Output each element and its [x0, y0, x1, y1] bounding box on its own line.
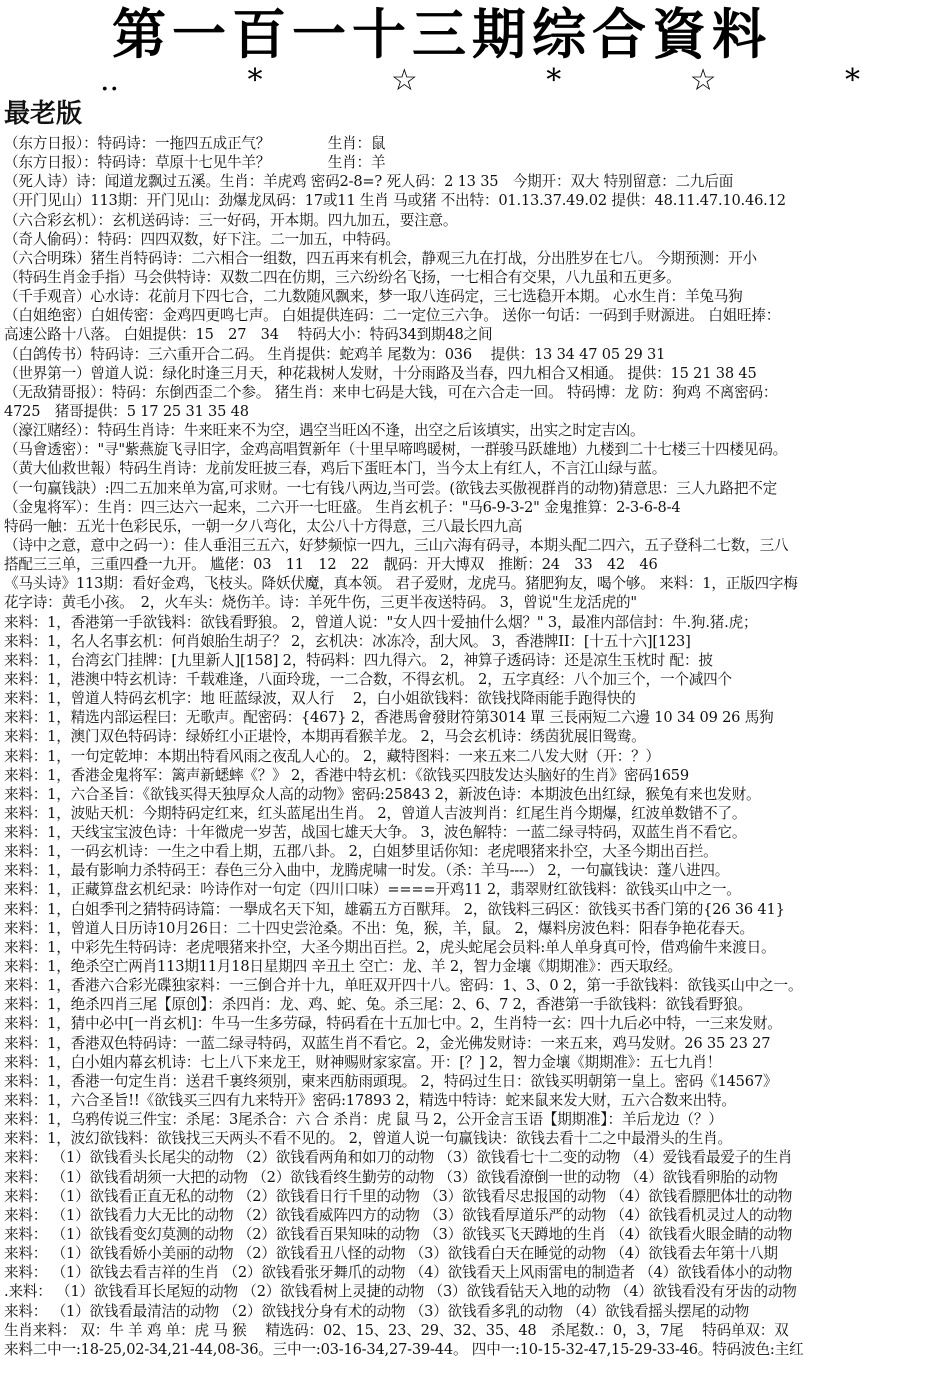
text-line: （白鸽传书）特码诗：三六重开合二码。 生肖提供：蛇鸡羊 尾数为：036 提供：13 34 47 05 29 31 — [4, 345, 666, 363]
asterisk-icon: * — [845, 63, 860, 98]
text-line: 4725 猪哥提供：5 17 25 31 35 48 — [4, 402, 249, 420]
text-line: 来料：1，白姐季刊之猜特码诗篇：一擧成名天下知，雄霸五方百獸拜。 2，欲钱料三码区：欲钱买书香门第的{26 36 41} — [4, 900, 785, 918]
text-line: 来料二中一:18-25,02-34,21-44,08-36。三中一:03-16-34,27-39-44。 四中一:10-15-32-47,15-29-33-46。特码波色:主红 — [4, 1340, 804, 1358]
text-line: 来料：1，曾道人日历诗10月26日：二十四史尝沧桑。不出：兔，猴，羊，鼠。 2，爆料房波色料：阳春争艳花春天。 — [4, 919, 754, 937]
text-line: 来料：1，正藏算盘玄机纪录：吟诗作对一句定（四川口味）====开鸡11 2，翡翠财红欲钱料：欲钱买山中之一。 — [4, 881, 741, 899]
text-line: （诗中之意，意中之码一）：佳人垂泪三五六，好梦频惊一四九，三山六海有码寻，本期头配二四六，五子登科二七数，三八 — [4, 536, 789, 554]
page-title: 第一百一十三期综合資料 — [112, 2, 772, 66]
text-line: 《马头诗》113期：看好金鸡，飞枝头。降妖伏魔，真本领。 君子爱财，龙虎马。猪肥狗友，喝个够。 来料：1，正版四字梅 — [4, 575, 798, 593]
text-line: 搭配三三单，三重四叠一九开。 尴佬：03 11 12 22 靓码：开大博双 推断：24 33 42 46 — [4, 556, 658, 574]
text-line: 来料：1，最有影响力杀特码王：春色三分入曲中，龙腾虎啸一时发。（杀：羊马----） 2，一句赢钱诀：蓬八进四。 — [4, 862, 730, 880]
asterisk-icon: * — [546, 63, 562, 98]
text-line: （特码生肖金手指）马会供特诗：双数二四在仿期，三六纷纷名飞扬，一七相合有交果，八九虽和五更多。 — [4, 268, 681, 286]
text-line: 来料：1，香港一句定生肖：送君千裏终须别，柬来西舫雨頭現。 2，特码过生日：欲钱买明朝第一皇上。密码《14567》 — [4, 1072, 778, 1090]
text-line: （东方日报）：特码诗：一拖四五成正气？ 生肖：鼠 — [4, 135, 386, 152]
text-line: 来料：1，白小姐内幕玄机诗：七上八下来龙王，财神赐财家家富。开：[？] 2，智力金壤《期期准》：五七九肖！ — [4, 1053, 722, 1071]
text-line: （白姐绝密）白姐传密：金鸡四更鸣七声。 白姐提供连码：二一定位三六争。 送你一句话：一码到手财源进。 白姐旺捧： — [4, 307, 781, 325]
text-line: 来料：1，六合圣旨：《欲钱买得天独厚众人高的动物》密码:25843 2，新波色诗：本期波色出红绿，猴兔有来也发财。 — [4, 785, 761, 803]
text-line: 来料： （1）欲钱去看吉祥的生肖 （2）欲钱看张牙舞爪的动物 （4）欲钱看天上风雨雷电的制造者 （4）欲钱看体小的动物 — [4, 1264, 793, 1282]
text-line: （黄大仙救世報）特码生肖诗：龙前发旺披三春，鸡后下蛋旺本门，当今太上有红人，不言江山绿与蓝。 — [4, 460, 667, 478]
text-line: 来料：1，香港六合彩光碟独家料：一三倒合并十九，单旺双开四十八。密码：1、3、0 2，第一手欲钱料：欲钱买山中之一。 — [4, 977, 803, 995]
text-line: 来料： （1）欲钱看力大无比的动物 （2）欲钱看威阵四方的动物 （3）欲钱看厚道乐严的动物 （4）欲钱看机灵过人的动物 — [4, 1206, 793, 1224]
text-line: 来料：1，台湾玄门挂牌：[九里新人][158] 2，特码料：四九得六。 2，神算子透码诗：还是凉生玉枕时 配：披 — [4, 651, 713, 669]
text-line: 特码一触：五光十色彩民乐，一朝一夕八弯化，太公八十方得意，三八最长四九高 — [4, 517, 523, 535]
asterisk-icon: * — [247, 63, 263, 98]
text-line: 花字诗：黄毛小孩。 2，火车头：烧伤羊。诗：羊死牛伤，三更半夜送特码。 3，曾说"生龙活虎的" — [4, 594, 637, 612]
text-line: 生肖来料： 双：牛 羊 鸡 单：虎 马 猴 精选码：02、15、23、29、32、35、48 杀尾数.：0，3，7尾 特码单双：双 — [4, 1321, 789, 1339]
text-line: （六合明珠）猪生肖特码诗：二六相合一组数，四五再来有机会，静观三九在打战，分出胜岁在七八。 今期预测：开小 — [4, 249, 757, 267]
content-body — [4, 134, 944, 1359]
text-line: 来料：1，六合圣旨!!《欲钱买三四有九来特开》密码:17893 2，精选中特诗：蛇来鼠来发大财，五六合数来出特。 — [4, 1092, 736, 1110]
text-line: 来料：1，天线宝宝波色诗：十年微虎一岁苦，战国七雄天大争。 3，波色解特：一蓝二绿寻特码，双蓝生肖不看它。 — [4, 824, 747, 842]
text-line: 来料： （1）欲钱看胡须一大把的动物 （2）欲钱看终生勤劳的动物 （3）欲钱看潦倒一世的动物 （4）欲钱看卵胎的动物 — [4, 1168, 778, 1186]
text-line: 来料：1，名人名事玄机：何肖娘胎生胡子？ 2，玄机决：冰冻冷，刮大风。 3，香港牌II：[十五十六][123] — [4, 632, 691, 650]
text-line: 来料：1，曾道人特码玄机字：地 旺蓝绿波，双人行 2，白小姐欲钱料：欲钱找降雨能手跑得快的 — [4, 690, 636, 708]
text-line: 来料：1，波幻欲钱料：欲钱找三天两头不看不见的。 2，曾道人说一句赢钱诀：欲钱去看十二之中最滑头的生肖。 — [4, 1130, 732, 1148]
text-line: 来料：1，乌鸦传说三件宝：杀尾：3尾杀合：六 合 杀肖：虎 鼠 马 2，公开金言玉语【期期准】：羊后龙边（？） — [4, 1111, 723, 1129]
decorative-stars-row — [100, 63, 860, 98]
text-line: 来料：1，精选内部运程曰：无歌声。配密码：{467} 2，香港馬會發財符第3014 單 三長兩短二六邊 10 34 09 26 馬狗 — [4, 709, 774, 727]
text-line: 来料： （1）欲钱看娇小美丽的动物 （2）欲钱看丑八怪的动物 （3）欲钱看白天在睡觉的动物 （4）欲钱看去年第十八期 — [4, 1245, 778, 1263]
text-line: 来料： （1）欲钱看头长尾尖的动物 （2）欲钱看两角和如刀的动物 （3）欲钱看七十二变的动物 （4）爱钱看最爱子的生肖 — [4, 1149, 793, 1167]
text-line: 来料： （1）欲钱看正直无私的动物 （2）欲钱看日行千里的动物 （3）欲钱看尽忠报国的动物 （4）欲钱看膘肥体壮的动物 — [4, 1187, 793, 1205]
text-line: 来料：1，绝杀四肖三尾【原创】：杀四肖：龙、鸡、蛇、兔。杀三尾：2、6、7 2，香港第一手欲钱料：欲钱看野狼。 — [4, 996, 752, 1014]
text-line: （世界第一）曾道人说：绿化时逢三月天，种花栽树人发财，十分雨路及当春，四九相合又相通。 提供：15 21 38 45 — [4, 364, 757, 382]
text-line: （东方日报）：特码诗：草原十七见牛羊？ 生肖：羊 — [4, 154, 386, 172]
text-line: 高速公路十八落。 白姐提供：15 27 34 特码大小：特码34到期48之间 — [4, 326, 493, 344]
text-line: （一句赢钱訣）:四二五加来单为富,可求财。一七有钱八两边,当可尝。(欲钱去买傲视群肖的动物)猜意思：三人九路把不定 — [4, 479, 778, 497]
text-line: 来料：1，香港第一手欲钱料：欲钱看野狼。 2，曾道人说："女人四十爱抽什么烟？" 3，最准内部信封：牛.狗.猪.虎； — [4, 613, 758, 631]
text-line: （开门见山）113期：开门见山：劲爆龙凤码：17或11 生肖 马或猪 不出特：01.13.37.49.02 提供：48.11.47.10.46.12 — [4, 192, 786, 210]
text-line: 来料：1，猜中必中[一肖玄机]：牛马一生多劳碌，特码看在十五加七中。2，生肖特一玄：四十九后必中特，一三来发财。 — [4, 1015, 782, 1033]
star-icon: ☆ — [689, 63, 717, 98]
text-line: 来料：1，绝杀空亡两肖113期11月18日星期四 辛丑土 空亡：龙、羊 2，智力金壤《期期准》：西天取经。 — [4, 958, 682, 976]
text-line: （金鬼将军）：生肖：四三达六一起来，二六开一七旺盛。 生肖玄机子："马6-9-3-2" 金鬼推算：2-3-6-8-4 — [4, 498, 681, 516]
text-line: 来料：1，波贴天机：今期特码定红来，红头蓝尾出生肖。 2，曾道人吉波判肖：红尾生肖今期爆，红波单数错不了。 — [4, 804, 747, 822]
text-line: （濠江赌经）：特码生肖诗：牛来旺来不为空，遇空当旺凶不逢，出空之后该填实，出实之时定吉凶。 — [4, 422, 645, 440]
text-line: 来料：1，港澳中特玄机诗：千载难逢，八面玲珑，一二合数，不得玄机。 2，五字真经：八个加三个，一个减四个 — [4, 670, 732, 688]
text-line: 来料：1，中彩先生特码诗：老虎喂猪来扑空，大圣今期出百拦。2，虎头蛇尾会员料:单人单身真可怜，借鸡偷牛来渡日。 — [4, 938, 776, 956]
text-line: （奇人偷码）：特码：四四双数，好下注。二一加五，中特码。 — [4, 230, 400, 248]
star-icon: ☆ — [390, 63, 418, 98]
text-line: 来料：1，一句定乾坤：本期出特看风雨之夜乱人心的。 2，藏特图料：一来五来二八发大财（开：？） — [4, 747, 660, 765]
decoration-dots: .. — [100, 63, 120, 98]
text-line: （六合彩玄机）：玄机送码诗：三一好码，开本期。四九加五，要注意。 — [4, 211, 458, 229]
text-line: （死人诗）诗：闻道龙飘过五溪。生肖：羊虎鸡 密码2-8=? 死人码：2 13 35 今期开：双大 特别留意：二九后面 — [4, 173, 734, 191]
text-line: （无敌猜哥报）：特码：东倒西歪二个参。 猪生肖：来申七码是大钱，可在六合走一回。 特码博：龙 防：狗鸡 不离密码： — [4, 383, 778, 401]
text-line: 来料： （1）欲钱看最清洁的动物 （2）欲钱找分身有术的动物 （3）欲钱看多乳的动物 （4）欲钱看摇头摆尾的动物 — [4, 1302, 750, 1320]
text-line: （马會透密）："寻"紫燕旋飞寻旧字，金鸡高唱賀新年（十里早啼鸣暖树，一群骏马跃雄地）九楼到二十七楼三十四楼见码。 — [4, 441, 787, 459]
text-line: 来料：1，香港双色特码诗：一蓝二绿寻特码，双蓝生肖不看它。2，金光佛发财诗：一来五来，鸡马发财。26 35 23 27 — [4, 1034, 771, 1052]
text-line: （千手观音）心水诗：花前月下四七合，二九数随风飘来，梦一取八连码定，三七选稳开本期。 心水生肖：羊兔马狗 — [4, 288, 743, 306]
text-line: .来料： （1）欲钱看耳长尾短的动物 （2）欲钱看树上灵捷的动物 （3）欲钱看钻天入地的动物 （4）欲钱看没有牙齿的动物 — [4, 1283, 797, 1301]
text-line: 来料：1，香港金鬼将军：篱声新蟋蟀《？》 2，香港中特玄机：《欲钱买四肢发达头脑好的生肖》密码1659 — [4, 766, 689, 784]
text-line: 来料： （1）欲钱看变幻莫测的动物 （2）欲钱看百果知味的动物 （3）欲钱买飞天蹲地的生肖 （4）欲钱看火眼金睛的动物 — [4, 1226, 793, 1244]
edition-label: 最老版 — [4, 99, 83, 129]
text-line: 来料：1，一码玄机诗：一生之中看上期，五郡八卦。 2，白姐梦里话你知：老虎喂猪来扑空，大圣今期出百拦。 — [4, 843, 718, 861]
text-line: 来料：1，澳门双色特码诗：绿娇红小正堪怜，本期再看猴羊龙。 2，马会玄机诗：绣茵犹展旧鸳鸯。 — [4, 728, 646, 746]
